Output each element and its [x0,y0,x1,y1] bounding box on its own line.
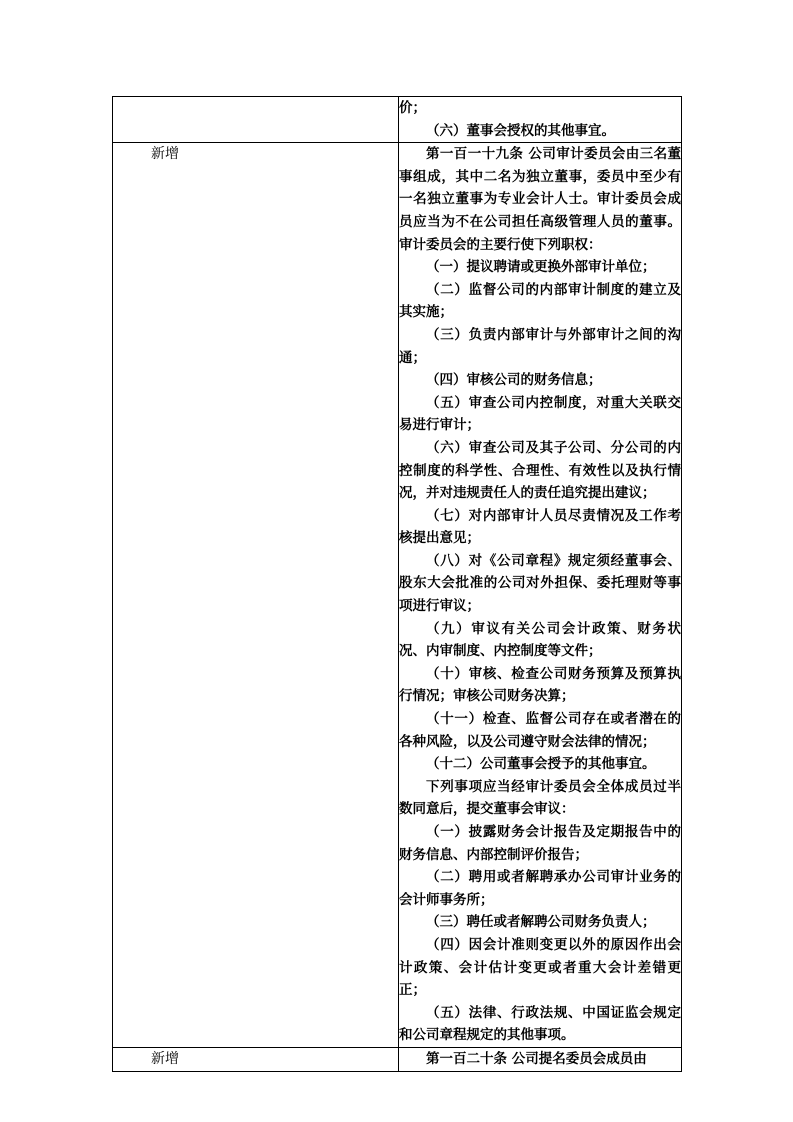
clause-paragraph: （十一）检查、监督公司存在或者潜在的各种风险，以及公司遵守财会法律的情况； [399,711,681,750]
clause-paragraph: （二）聘用或者解聘承办公司审计业务的会计师事务所； [399,869,681,908]
clause-paragraph: （一）披露财务会计报告及定期报告中的财务信息、内部控制评价报告； [399,824,681,863]
original-text-cell [113,143,399,1048]
table-body [113,97,682,1072]
clause-paragraph: 第一百二十条 公司提名委员会成员由 [426,1050,647,1067]
table-row [113,97,682,143]
original-text-cell [113,97,399,143]
table-row [113,143,682,1048]
clause-paragraph: 第一百一十九条 公司审计委员会由三名董事组成，其中二名为独立董事，委员中至少有一名独立董事为专业会计人士。审计委员会成员应当为不在公司担任高级管理人员的董事。审计委员会的主要行使下列职权： [399,146,681,253]
revised-text-cell [399,97,682,143]
clause-paragraph: （五）审查公司内控制度，对重大关联交易进行审计； [399,394,681,434]
original-text [113,97,398,99]
clause-paragraph: （一）提议聘请或更换外部审计单位； [426,259,656,276]
clause-paragraph: （九）审议有关公司会计政策、财务状况、内审制度、内控制度等文件； [399,620,681,660]
table-row [113,1047,682,1071]
clause-paragraph: （七）对内部审计人员尽责情况及工作考核提出意见； [399,507,681,547]
clause-paragraph: （三）聘任或者解聘公司财务负责人； [426,914,656,931]
clause-paragraph: （五）法律、行政法规、中国证监会规定和公司章程规定的其他事项。 [399,1004,681,1044]
original-text-cell [113,1047,399,1071]
revised-text-cell [399,1047,682,1071]
clause-paragraph: （三）负责内部审计与外部审计之间的沟通； [399,326,681,366]
comparison-table [112,96,682,1072]
clause-paragraph: （六）董事会授权的其他事宜。 [426,122,615,139]
clause-paragraph: 下列事项应当经审计委员会全体成员过半数同意后，提交董事会审议： [399,778,681,818]
original-text: 新增 [151,1050,179,1067]
clause-paragraph: （二）监督公司的内部审计制度的建立及其实施； [399,281,681,321]
original-text: 新增 [151,146,179,163]
clause-paragraph: （十）审核、检查公司财务预算及预算执行情况；审核公司财务决算； [399,665,681,705]
clause-paragraph: （四）因会计准则变更以外的原因作出会计政策、会计估计变更或者重大会计差错更正； [399,936,681,999]
clause-paragraph: （四）审核公司的财务信息； [426,372,602,389]
revised-text-cell [399,143,682,1048]
clause-paragraph: （六）审查公司及其子公司、分公司的内控制度的科学性、合理性、有效性以及执行情况，并对违规责任人的责任追究提出建议； [399,439,681,502]
clause-paragraph: 价； [399,100,426,116]
clause-paragraph: （八）对《公司章程》规定须经董事会、股东大会批准的公司对外担保、委托理财等事项进行审议； [399,552,681,615]
clause-paragraph: （十二）公司董事会授予的其他事宜。 [426,756,656,773]
